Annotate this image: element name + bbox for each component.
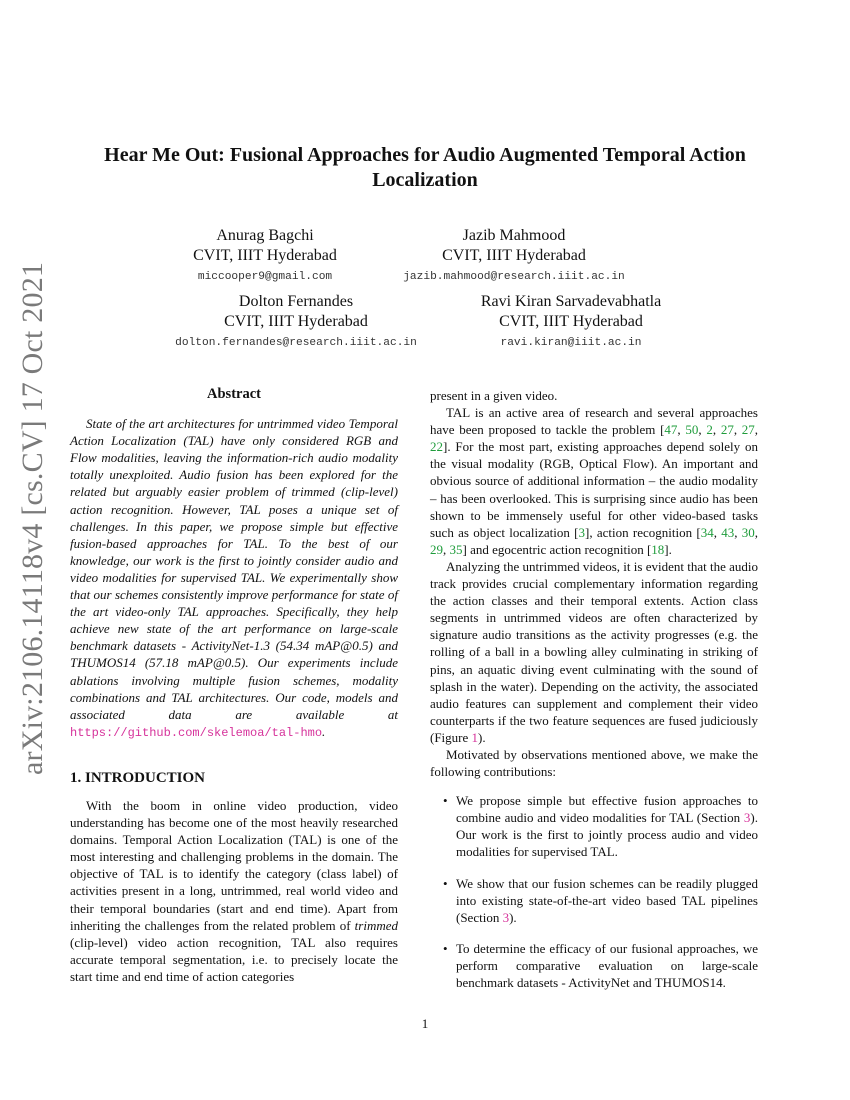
abstract-text: State of the art architectures for untrimmed video Temporal Action Localization (TAL) have only considered RGB and Flow modalities, leaving the information-rich audio modality totally unexploited. Audio fusion has been explored for the related but arguably easier problem of trimmed (clip-level) action recognition. However, TAL poses a unique set of challenges. In this paper, we propose simple but effective fusion-based approaches for TAL. To the best of our knowledge, our work is the first to jointly consider audio and video modalities for supervised TAL. We experimentally show that our schemes consistently improve performance for state of the art video-only TAL approaches. Specifically, they help achieve new state of the art performance on large-scale benchmark datasets - ActivityNet-1.3 (54.34 mAP@0.5) and THUMOS14 (57.18 mAP@0.5). Our experiments include ablations involving multiple fusion schemes, modality combinations and TAL architectures. Our code, models and associated data are available at https://github.com/skelemoa/tal-hmo.	[70, 416, 398, 740]
author-email[interactable]: miccooper9@gmail.com	[197, 271, 333, 283]
citation[interactable]: 30	[741, 524, 755, 540]
author-affiliation: CVIT, IIIT Hyderabad	[224, 313, 368, 330]
citation[interactable]: 29	[430, 541, 443, 557]
author-name: Anurag Bagchi	[216, 227, 314, 244]
contributions-list	[430, 792, 758, 991]
author-block	[170, 226, 360, 286]
citation[interactable]: 47	[664, 422, 678, 438]
citation[interactable]: 43	[721, 524, 735, 540]
citation[interactable]: 18	[651, 541, 665, 557]
author-email[interactable]: jazib.mahmood@research.iiit.ac.in	[403, 271, 625, 283]
left-column	[70, 386, 398, 985]
page-number: 1	[421, 1016, 429, 1031]
author-affiliation: CVIT, IIIT Hyderabad	[499, 313, 643, 330]
intro-paragraph: Motivated by observations mentioned above, we make the following contributions:	[430, 746, 758, 780]
author-affiliation: CVIT, IIIT Hyderabad	[442, 247, 586, 264]
intro-paragraph: With the boom in online video production, video understanding has become one of the most heavily researched domains. Temporal Action Localization (TAL) is one of the most interesting and challenging problems in the domain. The objective of TAL is to identify the category (class label) of activities present in a long, untrimmed, real world video and their temporal boundaries (start and end time). Apart from inheriting the challenges from the related problem of trimmed (clip-level) video action recognition, TAL also requires accurate temporal segmentation, i.e. to precisely locate the start time and end time of action categories	[70, 797, 398, 984]
citation[interactable]: 34	[700, 524, 714, 540]
arxiv-stamp: arXiv:2106.14118v4 [cs.CV] 17 Oct 2021	[16, 261, 49, 775]
author-block	[380, 226, 648, 286]
intro-heading: 1. INTRODUCTION	[70, 769, 206, 786]
citation[interactable]: 27	[720, 422, 734, 438]
right-column	[430, 387, 758, 1005]
code-link[interactable]: https://github.com/skelemoa/tal-hmo	[70, 725, 323, 740]
figure-ref[interactable]: 1	[471, 729, 479, 745]
list-item: • To determine the efficacy of our fusional approaches, we perform comparative evaluation on large-scale benchmark datasets - ActivityNet and THUMOS14.	[456, 940, 758, 991]
citation[interactable]: 22	[430, 439, 443, 455]
section-ref[interactable]: 3	[502, 909, 510, 925]
citation[interactable]: 2	[706, 422, 713, 438]
author-name: Dolton Fernandes	[238, 293, 354, 310]
paper-title: Hear Me Out: Fusional Approaches for Audio Augmented Temporal Action Localization	[104, 144, 746, 191]
list-item: • We propose simple but effective fusion approaches to combine audio and video modalities for TAL (Section 3). Our work is the first to jointly process audio and video modalities for supervised TAL.	[456, 792, 758, 860]
author-affiliation: CVIT, IIIT Hyderabad	[193, 247, 337, 264]
section-ref[interactable]: 3	[743, 810, 751, 826]
citation[interactable]: 3	[578, 524, 585, 540]
author-block	[150, 292, 442, 352]
intro-paragraph: Analyzing the untrimmed videos, it is evident that the audio track provides crucial complementary information regarding the action classes and their temporal extents. Action class segments in untrimmed videos are often characterized by signature audio transitions as the activity progresses (e.g. the rolling of a ball in a bowling alley culminating in striking of pins, an aquatic diving event culminating with the sound of splash in the water). Depending on the activity, the associated audio features can supplement and complement their video counterparts if the two feature sequences are fused judiciously (Figure 1).	[430, 558, 758, 745]
author-name: Jazib Mahmood	[462, 227, 566, 244]
author-email[interactable]: ravi.kiran@iiit.ac.in	[500, 337, 642, 349]
author-name: Ravi Kiran Sarvadevabhatla	[480, 293, 662, 310]
citation[interactable]: 27	[741, 422, 755, 438]
author-block	[462, 292, 680, 352]
abstract-heading: Abstract	[207, 386, 261, 402]
author-email[interactable]: dolton.fernandes@research.iiit.ac.in	[175, 337, 417, 349]
list-item: • We show that our fusion schemes can be readily plugged into existing state-of-the-art video based TAL pipelines (Section 3).	[456, 875, 758, 926]
citation[interactable]: 35	[449, 541, 463, 557]
intro-paragraph: TAL is an active area of research and several approaches have been proposed to tackle the problem [47, 50, 2, 27, 27, 22]. For the most part, existing approaches depend solely on the visual modality (RGB, Optical Flow). An important and obvious source of additional information – the audio modality – has been overlooked. This is surprising since audio has been shown to be immensely useful for other video-based tasks such as object localization [3], action recognition [34, 43, 30, 29, 35] and egocentric action recognition [18].	[430, 405, 759, 557]
intro-paragraph-continued: present in a given video.	[430, 388, 558, 403]
citation[interactable]: 50	[685, 422, 699, 438]
